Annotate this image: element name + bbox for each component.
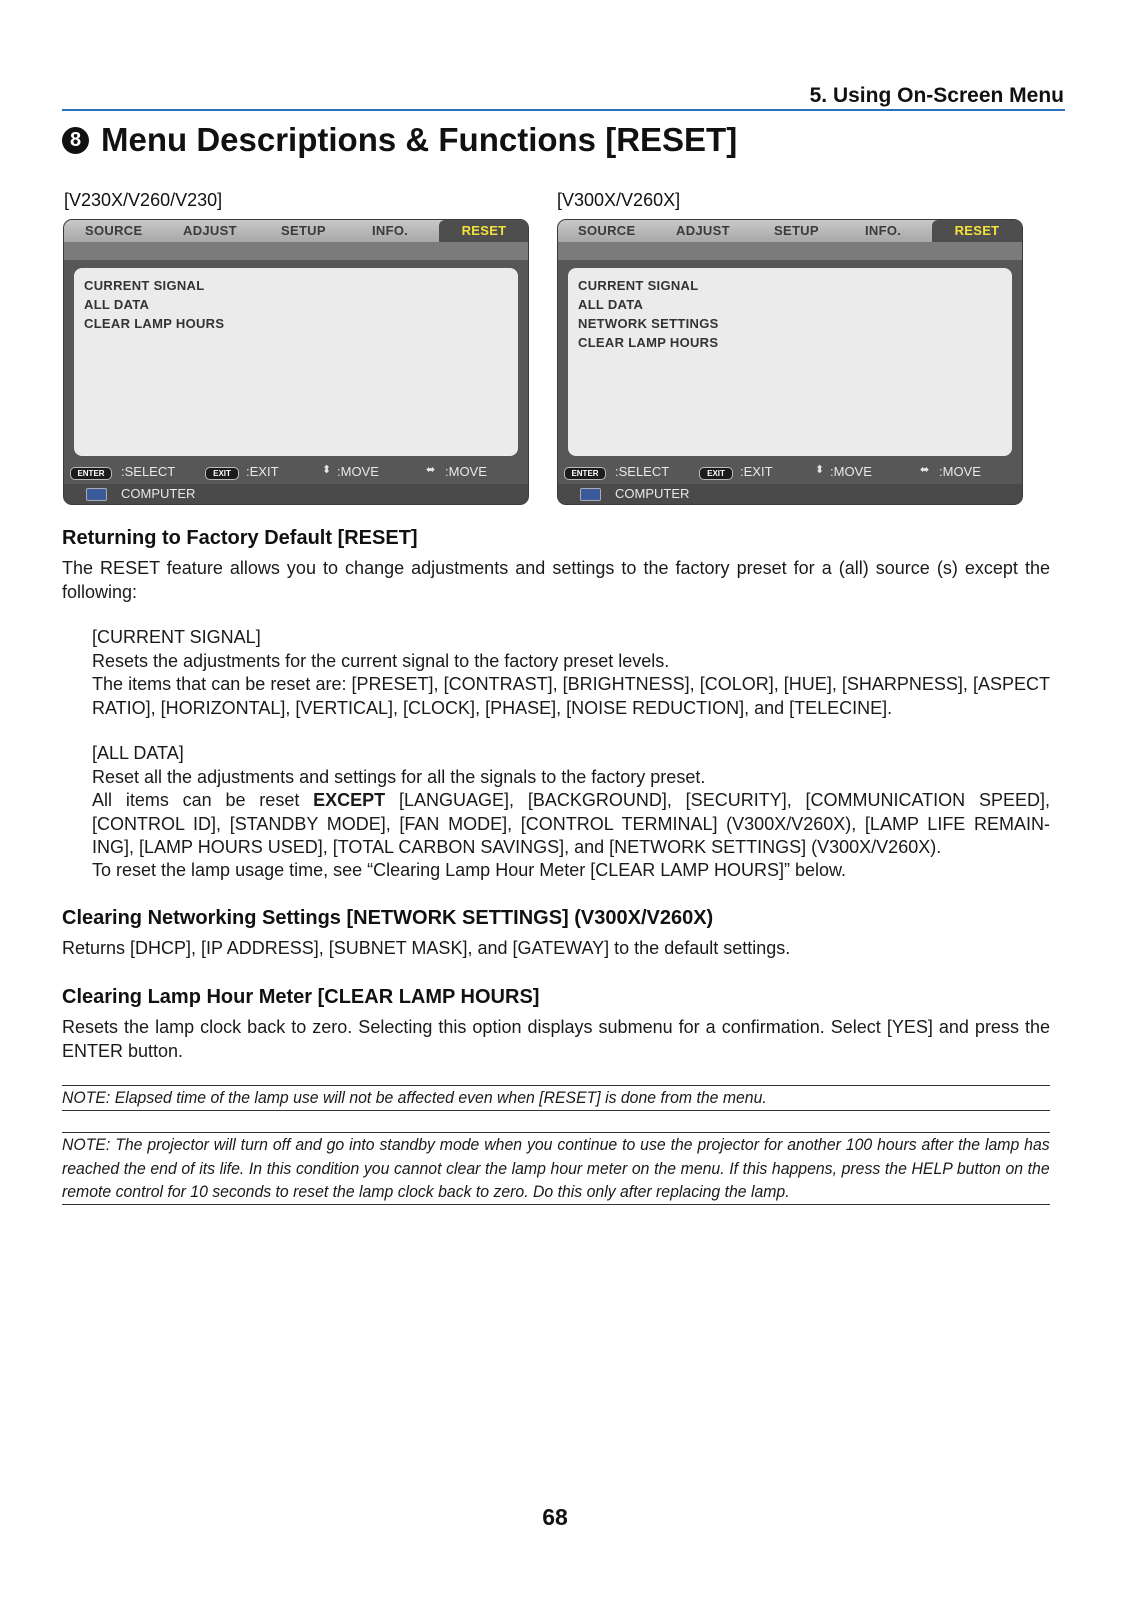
select-hint: :SELECT — [615, 464, 670, 479]
menu-subheader-band — [64, 242, 528, 260]
tab-setup[interactable]: SETUP — [774, 223, 819, 238]
tab-setup[interactable]: SETUP — [281, 223, 326, 238]
input-source-label: COMPUTER — [121, 486, 196, 501]
exit-key-icon: EXIT — [699, 467, 733, 480]
note-standby-mode: NOTE: The projector will turn off and go into standby mode when you continue to use the projector for another 100 hours after the lamp has reached the end of its life. In this condition you cannot clear the lamp hour meter on the menu. If this happens, press the HELP button on the remote control for 10 seconds to reset the lamp clock back to zero. Do this only after replacing the lamp. — [62, 1135, 1050, 1201]
factory-intro: The RESET feature allows you to change adjustments and settings to the factory preset for a (all) source (s) except the following: — [62, 558, 1050, 602]
computer-input-icon — [86, 488, 107, 501]
input-source-label: COMPUTER — [615, 486, 690, 501]
page-title — [62, 121, 737, 159]
menu-status-bar — [64, 484, 528, 504]
tab-info[interactable]: INFO. — [865, 223, 902, 238]
menu-item-current-signal[interactable]: CURRENT SIGNAL — [578, 278, 699, 293]
note-rule-bottom-2 — [62, 1204, 1050, 1205]
note-elapsed-time: NOTE: Elapsed time of the lamp use will not be affected even when [RESET] is done from the menu. — [62, 1088, 767, 1107]
model-label-1: [V230X/V260/V230] — [64, 190, 223, 210]
tab-info[interactable]: INFO. — [372, 223, 409, 238]
except-keyword: EXCEPT — [313, 790, 386, 810]
heading-factory-default: Returning to Factory Default [RESET] — [62, 527, 418, 549]
heading-clear-lamp-hours: Clearing Lamp Hour Meter [CLEAR LAMP HOURS] — [62, 986, 540, 1008]
menu-subheader-band — [558, 242, 1022, 260]
network-settings-desc: Returns [DHCP], [IP ADDRESS], [SUBNET MASK], and [GATEWAY] to the default settings. — [62, 938, 791, 958]
all-data-except-list — [92, 789, 1050, 860]
clear-lamp-hours-desc: Resets the lamp clock back to zero. Selecting this option displays submenu for a confirmation. Select [YES] and press the ENTER button. — [62, 1017, 1050, 1061]
up-down-arrow-icon: ⬍ — [815, 464, 825, 476]
tab-source[interactable]: SOURCE — [578, 223, 636, 238]
menu-item-panel — [74, 268, 518, 456]
computer-input-icon — [580, 488, 601, 501]
running-head: 5. Using On-Screen Menu — [809, 84, 1064, 107]
menu-item-clear-lamp-hours[interactable]: CLEAR LAMP HOURS — [84, 316, 225, 331]
current-signal-items: The items that can be reset are: [PRESET], [CONTRAST], [BRIGHTNESS], [COLOR], [HUE], [SHARPNESS], [ASPECT RATIO], [HORIZONTAL], [VERTICAL], [CLOCK], [PHASE], [NOISE REDUCTION], and [TELECINE]. — [92, 674, 1050, 718]
exit-key-icon: EXIT — [205, 467, 239, 480]
menu-tab-bar — [558, 220, 1022, 242]
reset-menu-screenshot-2 — [557, 219, 1023, 505]
menu-item-clear-lamp-hours[interactable]: CLEAR LAMP HOURS — [578, 335, 719, 350]
tab-source[interactable]: SOURCE — [85, 223, 143, 238]
note-rule-bottom-1 — [62, 1110, 1050, 1111]
heading-network-settings: Clearing Networking Settings [NETWORK SETTINGS] (V300X/V260X) — [62, 907, 714, 929]
tab-reset[interactable]: RESET — [439, 220, 529, 242]
move-hint-vertical: :MOVE — [830, 464, 872, 479]
current-signal-label: [CURRENT SIGNAL] — [92, 627, 261, 647]
tab-adjust[interactable]: ADJUST — [183, 223, 237, 238]
select-hint: :SELECT — [121, 464, 176, 479]
page-title-text: Menu Descriptions & Functions [RESET] — [101, 121, 738, 158]
all-data-label: [ALL DATA] — [92, 743, 184, 763]
all-data-desc: Reset all the adjustments and settings for all the signals to the factory preset. — [92, 767, 706, 787]
exit-hint: :EXIT — [246, 464, 279, 479]
page-number: 68 — [542, 1504, 568, 1530]
menu-item-network-settings[interactable]: NETWORK SETTINGS — [578, 316, 719, 331]
left-right-arrow-icon: ⬌ — [426, 464, 436, 476]
enter-key-icon: ENTER — [70, 467, 112, 480]
up-down-arrow-icon: ⬍ — [322, 464, 332, 476]
menu-item-panel — [568, 268, 1012, 456]
exit-hint: :EXIT — [740, 464, 773, 479]
current-signal-desc: Resets the adjustments for the current signal to the factory preset levels. — [92, 651, 670, 671]
section-number-badge: 8 — [62, 127, 89, 154]
tab-adjust[interactable]: ADJUST — [676, 223, 730, 238]
move-hint-vertical: :MOVE — [337, 464, 379, 479]
menu-tab-bar — [64, 220, 528, 242]
enter-key-icon: ENTER — [564, 467, 606, 480]
tab-reset[interactable]: RESET — [932, 220, 1022, 242]
menu-item-all-data[interactable]: ALL DATA — [578, 297, 644, 312]
menu-item-all-data[interactable]: ALL DATA — [84, 297, 150, 312]
menu-status-bar — [558, 484, 1022, 504]
left-right-arrow-icon: ⬌ — [920, 464, 930, 476]
move-hint-horizontal: :MOVE — [939, 464, 981, 479]
model-label-2: [V300X/V260X] — [557, 190, 681, 210]
menu-item-current-signal[interactable]: CURRENT SIGNAL — [84, 278, 205, 293]
all-data-except-lead: All items can be reset — [92, 790, 314, 810]
header-rule — [62, 109, 1065, 111]
move-hint-horizontal: :MOVE — [445, 464, 487, 479]
all-data-lamp-ref: To reset the lamp usage time, see “Clearing Lamp Hour Meter [CLEAR LAMP HOURS]” below. — [92, 860, 846, 880]
reset-menu-screenshot-1 — [63, 219, 529, 505]
all-data-except-items: [LANGUAGE], [BACKGROUND], [SECURITY], [COMMUNICATION SPEED], [CONTROL ID], [STANDBY MODE], [FAN MODE], [CONTROL TERMINAL] (V300X/V260X), [LAMP LIFE REMAIN-ING], [LAMP HOURS USED], [TOTAL CARBON SAVINGS], and [NETWORK SETTINGS] (V300X/V260X). — [92, 790, 1051, 857]
